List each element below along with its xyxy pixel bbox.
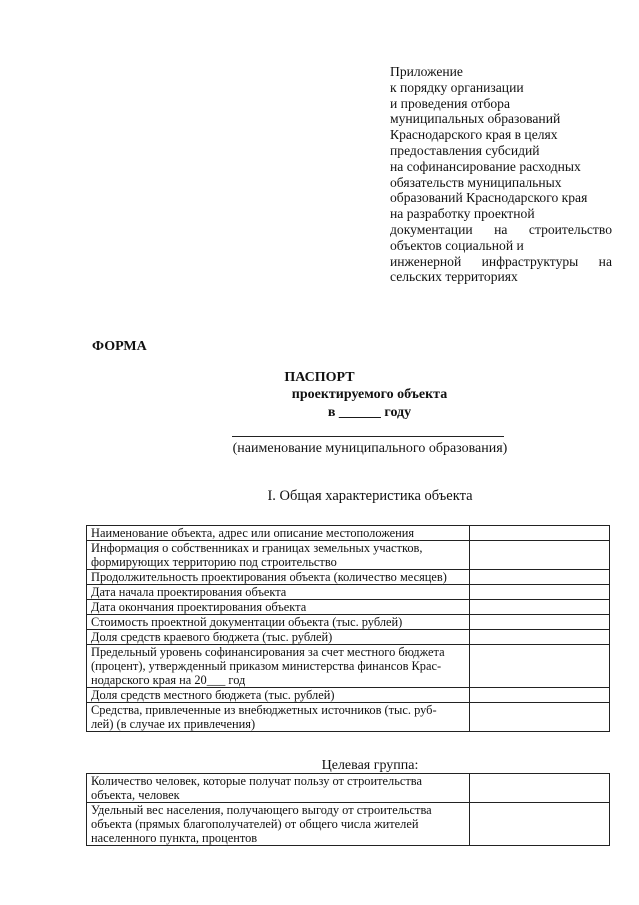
row-label-line: Удельный вес населения, получающего выгоду от строительства [91,803,432,817]
row-label [87,570,470,585]
table-row [87,688,610,703]
appendix-line: на софинансирование расходных [390,158,581,174]
appendix-line: объектов социальной и [390,237,524,253]
row-label-line: объекта (прямых благополучателей) от общего числа жителей [91,817,419,831]
appendix-line: Приложение [390,64,463,79]
appendix-line: на разработку проектной [390,206,535,222]
row-label [87,615,470,630]
row-label-line: Доля средств местного бюджета (тыс. рублей) [91,688,335,702]
appendix-line: Краснодарского края в целях [390,127,558,143]
row-label [87,630,470,645]
row-label-line: населенного пункта, процентов [91,831,258,845]
row-label [87,774,470,803]
table-row [87,526,610,541]
value-cell[interactable] [470,570,610,585]
row-label [87,803,470,846]
section1-heading: I. Общая характеристика объекта [267,488,473,504]
target-group-table [86,773,610,846]
appendix-line: и проведения отбора [390,95,510,111]
value-cell[interactable] [470,703,610,732]
table-row [87,585,610,600]
value-cell[interactable] [470,615,610,630]
row-label [87,585,470,600]
passport-year-line: в ______ году [327,405,412,420]
passport-title: ПАСПОРТ [284,370,355,385]
value-cell[interactable] [470,526,610,541]
table-row [87,703,610,732]
value-cell[interactable] [470,803,610,846]
table-row [87,600,610,615]
row-label-line: Наименование объекта, адрес или описание местоположения [91,526,415,540]
row-label-line: Информация о собственниках и границах земельных участков, [91,541,423,555]
value-cell[interactable] [470,645,610,688]
table-row [87,774,610,803]
value-cell[interactable] [470,585,610,600]
municipality-caption: (наименование муниципального образования) [232,441,508,456]
row-label-line: Средства, привлеченные из внебюджетных источников (тыс. руб- [91,703,437,717]
row-label-line: Предельный уровень софинансирования за счет местного бюджета [91,645,445,659]
appendix-line: документации на строительство [390,221,612,237]
value-cell[interactable] [470,630,610,645]
row-label-line: Дата начала проектирования объекта [91,585,287,599]
table-row [87,541,610,570]
appendix-block [390,64,612,285]
value-cell[interactable] [470,541,610,570]
appendix-line: образований Краснодарского края [390,190,588,206]
table-row [87,630,610,645]
appendix-line: сельских территориях [390,269,518,285]
appendix-line: обязательств муниципальных [390,174,562,190]
row-label-line: Доля средств краевого бюджета (тыс. рублей) [91,630,333,644]
target-group-heading: Целевая группа: [321,758,419,773]
row-label [87,688,470,703]
row-label [87,703,470,732]
form-label: ФОРМА [92,339,147,354]
row-label-line: Продолжительность проектирования объекта (количество месяцев) [91,570,447,584]
row-label-line: Количество человек, которые получат пользу от строительства [91,774,422,788]
row-label-line: лей) (в случае их привлечения) [91,717,256,731]
row-label-line: объекта, человек [91,788,180,802]
row-label-line: формирующих территорию под строительство [91,555,337,569]
row-label-line: нодарского края на 20___ год [91,673,246,687]
municipality-blank-line [232,436,504,437]
value-cell[interactable] [470,600,610,615]
table-row [87,570,610,585]
value-cell[interactable] [470,774,610,803]
value-cell[interactable] [470,688,610,703]
table-row [87,645,610,688]
row-label [87,526,470,541]
row-label-line: (процент), утвержденный приказом министерства финансов Крас- [91,659,442,673]
appendix-line: муниципальных образований [390,111,561,127]
row-label [87,645,470,688]
appendix-line: предоставления субсидий [390,142,540,158]
row-label [87,600,470,615]
appendix-line: к порядку организации [390,79,524,95]
row-label-line: Дата окончания проектирования объекта [91,600,307,614]
passport-subtitle: проектируемого объекта [291,387,448,402]
general-characteristics-table [86,525,610,732]
table-row [87,615,610,630]
appendix-line: инженерной инфраструктуры на [390,253,612,269]
row-label [87,541,470,570]
table-row [87,803,610,846]
row-label-line: Стоимость проектной документации объекта (тыс. рублей) [91,615,403,629]
